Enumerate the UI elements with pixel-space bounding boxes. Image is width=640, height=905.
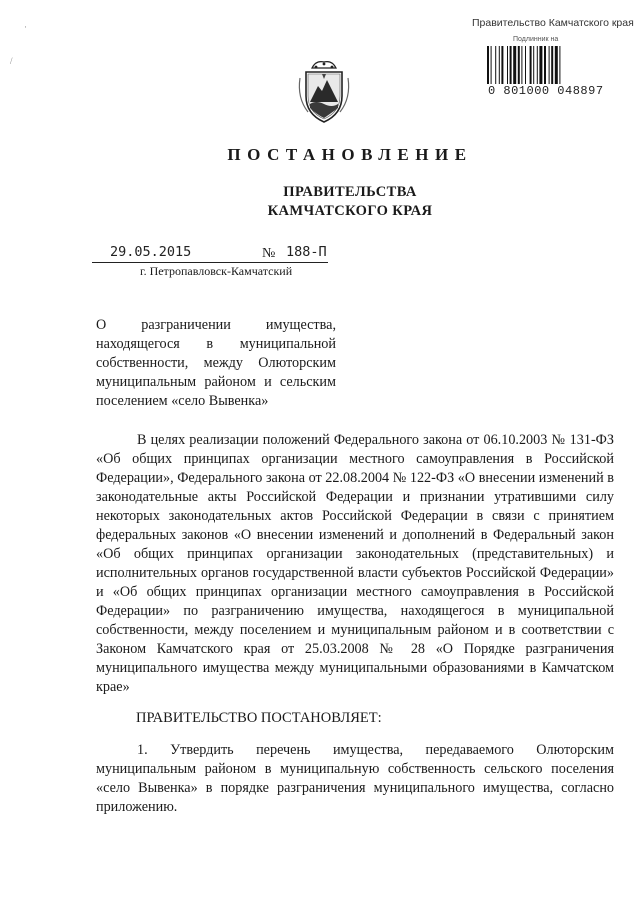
stamp-subtext: Подлинник на bbox=[513, 36, 559, 43]
preamble-text: В целях реализации положений Федерального закона от 06.10.2003 № 131-ФЗ «Об общих принципах организации местного самоуправления в Российской Федерации», Федерального закона от 22.08.2004 № 122-ФЗ «О внесении изменений в законодательные акты Российской Федерации и признании утратившими силу некоторых законодательных актов Российской Федерации в связи с принятием федеральных законов «О внесении изменений и дополнений в Федеральный закон «Об общих принципах организации законодательных (представительных) и исполнительных органов государственной власти субъектов Российской Федерации» и «Об общих принципах организации местного самоуправления в Российской Федерации» по разграничению имущества, находящегося в муниципальной собственности, между поселением и муниципальным районом и в соответствии с Законом Камчатского края от 25.03.2008 № 28 «О Порядке разграничения муниципального имущества между муниципальными образованиями в Камчатском крае» bbox=[96, 432, 614, 695]
document-number: 188-П bbox=[286, 244, 327, 260]
resolution-heading: ПРАВИТЕЛЬСТВО ПОСТАНОВЛЯЕТ: bbox=[136, 710, 382, 726]
subject-line: находящегося в муниципальной bbox=[96, 336, 336, 352]
document-subject bbox=[96, 316, 336, 411]
subject-line: О разграничении имущества, bbox=[96, 317, 336, 333]
subject-line: собственности, между Олюторским bbox=[96, 355, 336, 371]
clause-1-paragraph bbox=[96, 741, 614, 817]
scan-speck: / bbox=[10, 56, 13, 66]
subject-line: муниципальным районом и сельским bbox=[96, 374, 336, 390]
document-type-title: ПОСТАНОВЛЕНИЕ bbox=[227, 145, 473, 164]
preamble-paragraph bbox=[96, 431, 614, 697]
document-city: г. Петропавловск-Камчатский bbox=[140, 264, 293, 278]
organization-stamp: Правительство Камчатского края bbox=[472, 17, 634, 29]
issuer-line-1: ПРАВИТЕЛЬСТВА bbox=[283, 184, 417, 200]
document-date: 29.05.2015 bbox=[110, 244, 192, 260]
number-sign: № bbox=[262, 246, 276, 261]
scan-speck: · bbox=[24, 22, 27, 32]
barcode-number: 0 801000 048897 bbox=[488, 84, 604, 98]
registration-underline bbox=[92, 262, 328, 263]
subject-line: поселением «село Вывенка» bbox=[96, 393, 269, 409]
coat-of-arms-icon bbox=[296, 58, 352, 124]
clause-1-text: 1. Утвердить перечень имущества, передаваемого Олюторским муниципальным районом в муниципальную собственность сельского поселения «село Вывенка» в порядке разграничения муниципального имущества, согласно приложению. bbox=[96, 742, 614, 815]
issuer-line-2: КАМЧАТСКОГО КРАЯ bbox=[267, 203, 433, 219]
